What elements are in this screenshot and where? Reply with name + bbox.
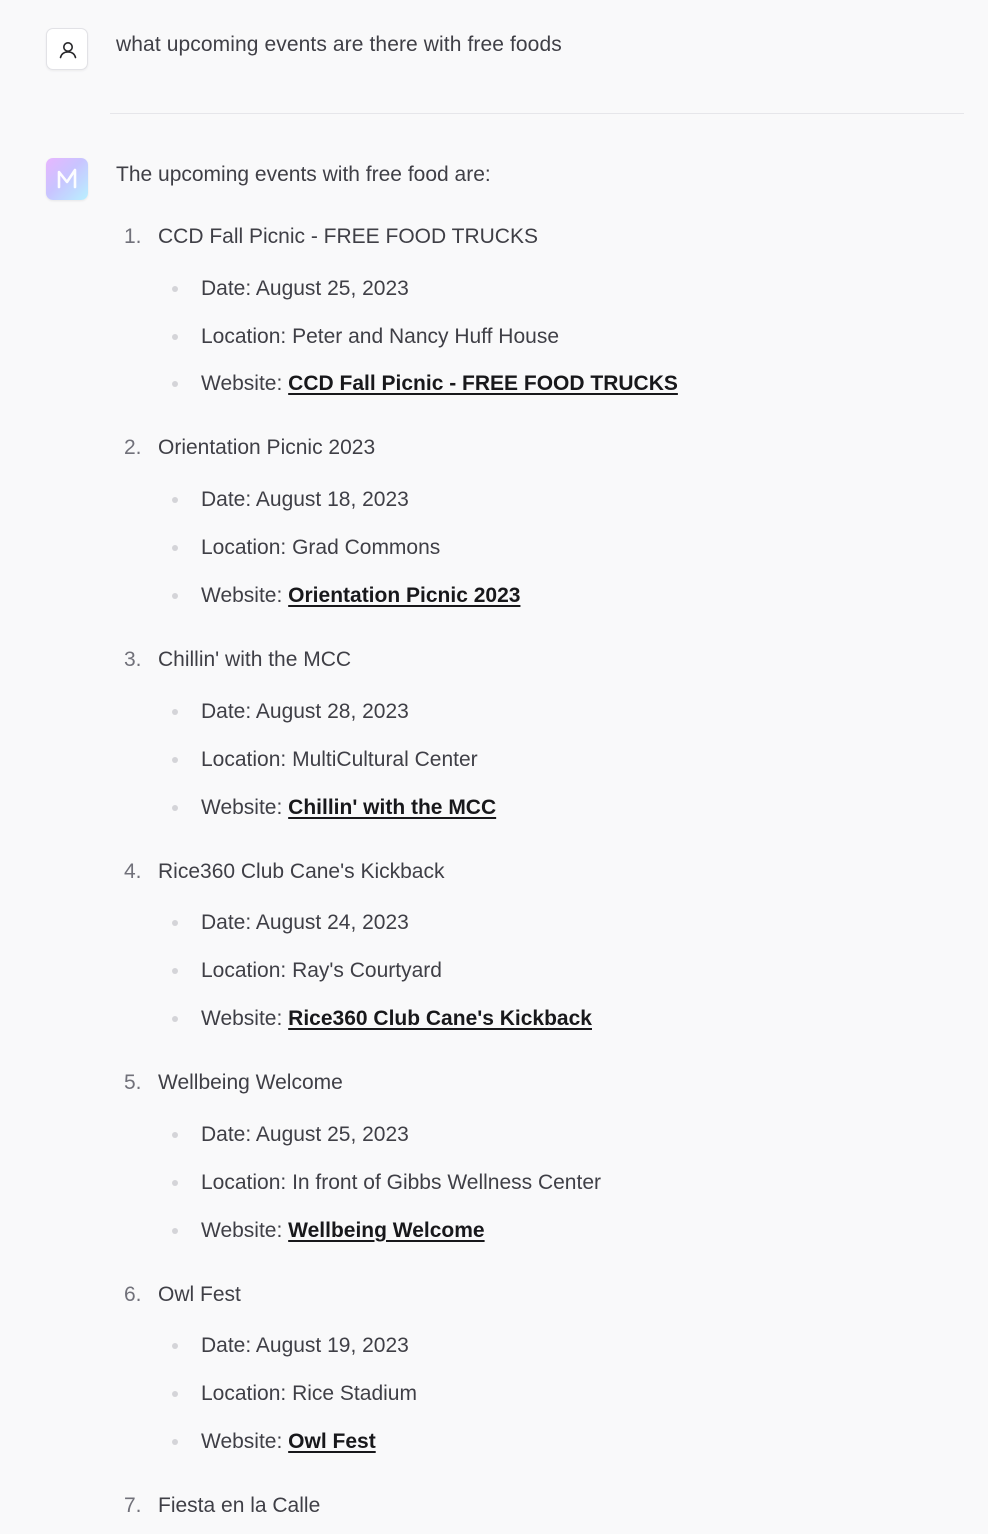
bullet <box>172 1439 178 1445</box>
event-number: 3. <box>124 648 142 671</box>
bullet <box>172 497 178 503</box>
event-number: 7. <box>124 1494 142 1517</box>
event-number: 5. <box>124 1071 142 1094</box>
event-title: Orientation Picnic 2023 <box>158 436 376 459</box>
event-location: Location: MultiCultural Center <box>201 748 478 771</box>
event-number: 1. <box>124 225 142 248</box>
bullet <box>172 1343 178 1349</box>
assistant-avatar <box>46 158 88 200</box>
bullet <box>172 968 178 974</box>
message-divider <box>110 113 964 114</box>
bullet <box>172 1016 178 1022</box>
event-location: Location: Rice Stadium <box>201 1382 417 1405</box>
event-date: Date: August 25, 2023 <box>201 1123 409 1146</box>
event-title: Owl Fest <box>158 1283 241 1306</box>
bullet <box>172 1391 178 1397</box>
event-website: Website: Wellbeing Welcome <box>201 1219 485 1242</box>
website-link[interactable]: Orientation Picnic 2023 <box>288 584 521 607</box>
user-icon <box>47 29 89 71</box>
bullet <box>172 1180 178 1186</box>
website-link[interactable]: Chillin' with the MCC <box>288 796 497 819</box>
event-title: Fiesta en la Calle <box>158 1494 321 1517</box>
event-title: Wellbeing Welcome <box>158 1071 343 1094</box>
bullet <box>172 545 178 551</box>
bullet <box>172 805 178 811</box>
website-link[interactable]: Rice360 Club Cane's Kickback <box>288 1007 592 1030</box>
bullet <box>172 757 178 763</box>
event-date: Date: August 28, 2023 <box>201 700 409 723</box>
event-website: Website: Rice360 Club Cane's Kickback <box>201 1007 592 1030</box>
event-website: Website: CCD Fall Picnic - FREE FOOD TRUCKS <box>201 372 678 395</box>
user-avatar <box>46 28 88 70</box>
event-location: Location: Peter and Nancy Huff House <box>201 325 560 348</box>
user-message-text: what upcoming events are there with free foods <box>116 33 562 56</box>
bullet <box>172 1132 178 1138</box>
bullet <box>172 920 178 926</box>
event-website: Website: Chillin' with the MCC <box>201 796 497 819</box>
event-date: Date: August 19, 2023 <box>201 1334 409 1357</box>
logo-icon <box>46 158 88 200</box>
event-number: 2. <box>124 436 142 459</box>
bullet <box>172 381 178 387</box>
website-link[interactable]: CCD Fall Picnic - FREE FOOD TRUCKS <box>288 372 678 395</box>
bullet <box>172 334 178 340</box>
event-website: Website: Orientation Picnic 2023 <box>201 584 521 607</box>
event-date: Date: August 24, 2023 <box>201 911 409 934</box>
bullet <box>172 286 178 292</box>
website-link[interactable]: Wellbeing Welcome <box>288 1219 485 1242</box>
event-location: Location: Ray's Courtyard <box>201 959 442 982</box>
event-title: Chillin' with the MCC <box>158 648 352 671</box>
event-date: Date: August 25, 2023 <box>201 277 409 300</box>
event-title: CCD Fall Picnic - FREE FOOD TRUCKS <box>158 225 538 248</box>
bullet <box>172 709 178 715</box>
event-number: 6. <box>124 1283 142 1306</box>
event-website: Website: Owl Fest <box>201 1430 376 1453</box>
event-date: Date: August 18, 2023 <box>201 488 409 511</box>
assistant-intro: The upcoming events with free food are: <box>116 163 491 186</box>
event-number: 4. <box>124 860 142 883</box>
bullet <box>172 1228 178 1234</box>
bullet <box>172 593 178 599</box>
event-title: Rice360 Club Cane's Kickback <box>158 860 445 883</box>
website-link[interactable]: Owl Fest <box>288 1430 376 1453</box>
event-location: Location: In front of Gibbs Wellness Center <box>201 1171 601 1194</box>
event-location: Location: Grad Commons <box>201 536 441 559</box>
